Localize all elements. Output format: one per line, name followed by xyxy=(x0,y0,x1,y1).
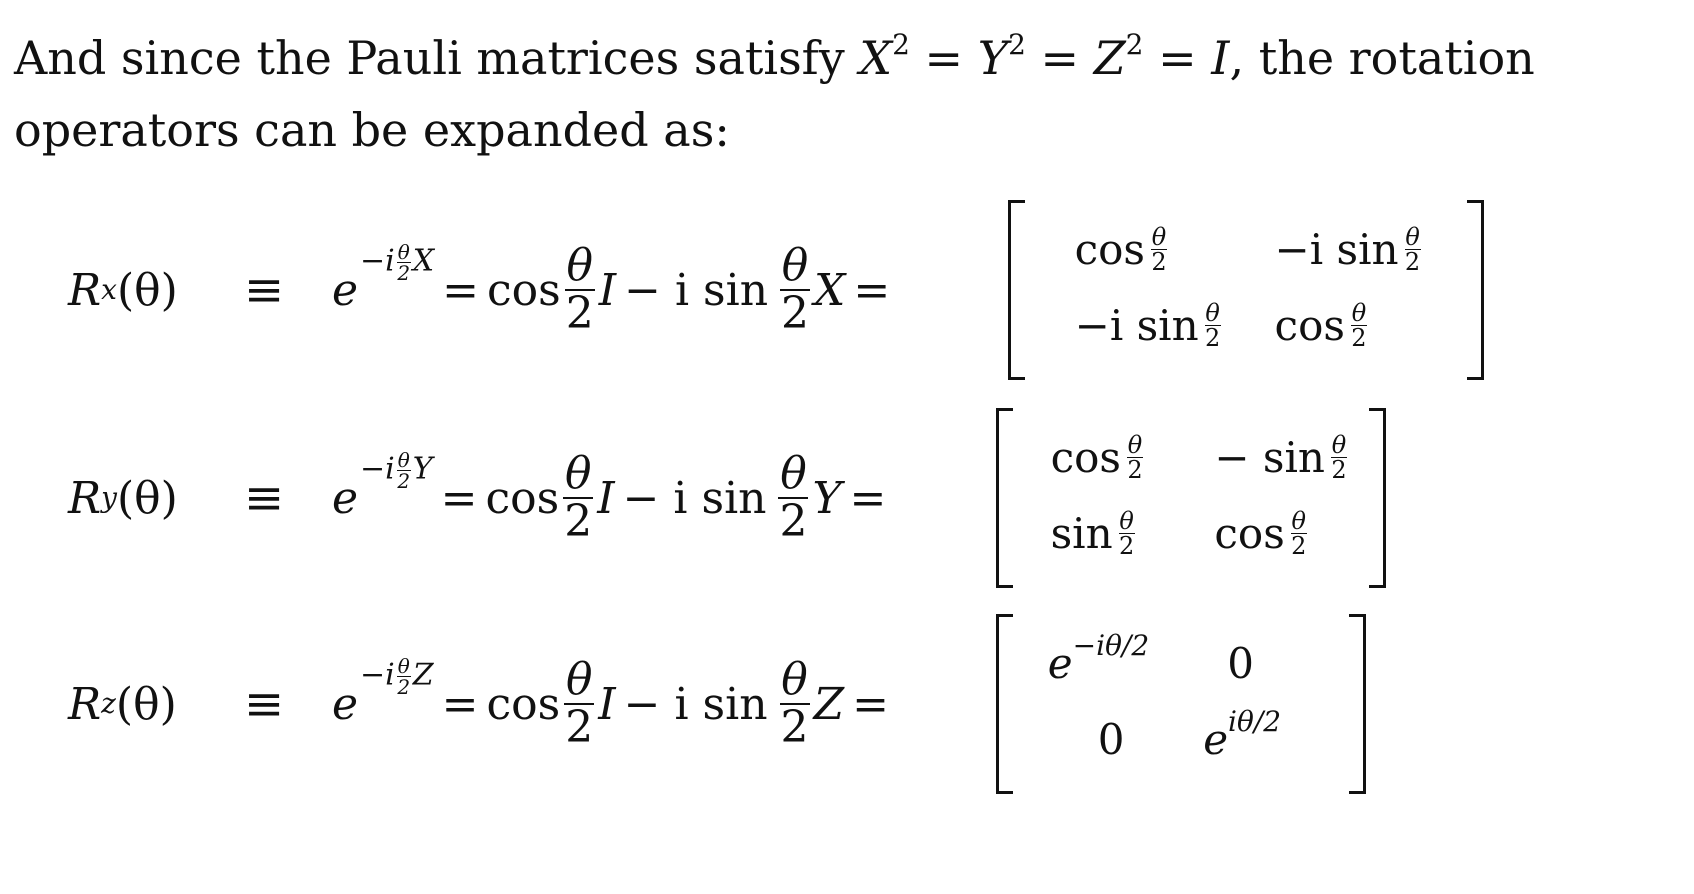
exponent-prefix: −i xyxy=(360,451,395,486)
fraction-denominator: 2 xyxy=(564,496,593,547)
matrix-trig: −i sin xyxy=(1274,224,1399,274)
matrix-cell xyxy=(1051,498,1135,568)
equiv-sign: ≡ xyxy=(244,470,285,526)
matrix-cell xyxy=(1051,422,1143,492)
left-bracket xyxy=(996,614,1013,794)
pauli-operator: Z xyxy=(813,678,845,730)
fraction-denominator: 2 xyxy=(565,702,594,753)
fraction-numerator: θ xyxy=(565,654,593,705)
rotation-matrix xyxy=(996,604,1366,804)
minus-i-sin: − i sin xyxy=(622,472,767,524)
rotation-argument: (θ) xyxy=(116,472,178,524)
matrix-cell xyxy=(1048,628,1149,698)
fraction-numerator: θ xyxy=(564,448,592,499)
matrix-cell xyxy=(1075,290,1221,360)
matrix-exponent: iθ/2 xyxy=(1228,704,1282,738)
symbol-I: I xyxy=(1211,31,1230,85)
equals: = xyxy=(924,31,964,85)
rotation-argument: (θ) xyxy=(115,678,177,730)
fraction-numerator: θ xyxy=(397,447,410,472)
theta-over-2-fraction xyxy=(1127,430,1143,484)
equation-rhs xyxy=(332,604,897,804)
minus-i-sin: − i sin xyxy=(623,678,768,730)
fraction-numerator: θ xyxy=(1405,222,1420,251)
theta-over-2-fraction xyxy=(778,448,808,547)
matrix-cell xyxy=(1275,290,1367,360)
equation-rhs xyxy=(332,190,898,390)
fraction-numerator: θ xyxy=(781,654,808,705)
fraction-numerator: θ xyxy=(397,239,410,264)
symbol-Z: Z xyxy=(1093,31,1126,85)
theta-over-2-fraction xyxy=(564,654,594,753)
exponent-operator: Z xyxy=(412,657,434,692)
matrix-trig: −i sin xyxy=(1074,300,1199,350)
equals: = xyxy=(442,264,480,316)
equals: = xyxy=(852,678,889,730)
pauli-operator: Y xyxy=(812,472,842,524)
fraction-numerator: θ xyxy=(566,240,593,291)
cos-function: cos xyxy=(486,678,561,730)
theta-over-2-fraction xyxy=(1404,222,1421,276)
equiv-sign: ≡ xyxy=(244,676,285,732)
left-bracket xyxy=(1008,200,1025,380)
fraction-denominator: 2 xyxy=(397,468,411,493)
matrix-zero: 0 xyxy=(1097,714,1125,764)
equation-lhs: R y (θ) xyxy=(68,472,178,524)
exponential-base: e xyxy=(1047,638,1073,688)
exponential-base: e xyxy=(332,264,359,316)
matrix-zero: 0 xyxy=(1227,638,1254,688)
exponent-fraction xyxy=(397,653,411,699)
identity-symbol: I xyxy=(598,264,617,316)
theta-over-2-fraction xyxy=(1351,298,1367,352)
matrix-trig: − sin xyxy=(1214,432,1325,482)
equals: = xyxy=(853,264,891,316)
symbol-X: X xyxy=(859,31,893,85)
fraction-denominator: 2 xyxy=(1127,455,1143,484)
equation-row xyxy=(0,398,1694,598)
equals: = xyxy=(441,678,479,730)
theta-over-2-fraction xyxy=(565,240,595,339)
intro-paragraph xyxy=(14,22,1684,166)
theta-over-2-fraction xyxy=(1151,222,1167,276)
pauli-operator: X xyxy=(814,264,846,316)
matrix-exponent: −iθ/2 xyxy=(1072,628,1150,662)
matrix-cell xyxy=(1275,214,1421,284)
intro-text-end: , the rotation xyxy=(1229,31,1535,85)
exponential-base: e xyxy=(332,678,359,730)
equation-lhs: R x (θ) xyxy=(68,264,178,316)
theta-over-2-fraction xyxy=(1291,506,1307,560)
exponent-fraction xyxy=(397,239,411,285)
right-bracket xyxy=(1349,614,1366,794)
exponent-operator: Y xyxy=(412,451,433,486)
cos-function: cos xyxy=(485,472,560,524)
fraction-numerator: θ xyxy=(397,653,410,678)
exponent xyxy=(360,653,434,699)
fraction-numerator: θ xyxy=(1119,506,1134,535)
fraction-denominator: 2 xyxy=(779,496,808,547)
fraction-denominator: 2 xyxy=(565,288,594,339)
fraction-denominator: 2 xyxy=(1205,323,1221,352)
exponent-fraction xyxy=(397,447,411,493)
exp-2: 2 xyxy=(1125,28,1144,61)
theta-over-2-fraction xyxy=(780,240,810,339)
intro-text-start: And since the Pauli matrices satisfy xyxy=(14,31,860,85)
fraction-denominator: 2 xyxy=(397,674,411,699)
matrix-cell xyxy=(1075,214,1167,284)
exponential-base: e xyxy=(1203,714,1229,764)
rotation-matrix xyxy=(1008,190,1484,390)
equation-lhs: R z (θ) xyxy=(68,678,177,730)
exponent-prefix: −i xyxy=(360,657,395,692)
cos-function: cos xyxy=(487,264,561,316)
matrix-trig: cos xyxy=(1074,224,1145,274)
theta-over-2-fraction xyxy=(780,654,810,753)
fraction-numerator: θ xyxy=(1331,430,1347,459)
identity-symbol: I xyxy=(597,472,615,524)
fraction-denominator: 2 xyxy=(781,288,810,339)
exponent-operator: X xyxy=(412,243,435,278)
equals: = xyxy=(1158,31,1197,85)
theta-over-2-fraction xyxy=(1119,506,1135,560)
matrix-cell xyxy=(1098,704,1125,774)
exponential-base: e xyxy=(332,472,359,524)
equiv-sign: ≡ xyxy=(244,262,285,318)
equals: = xyxy=(849,472,887,524)
equation-rhs xyxy=(332,398,894,598)
theta-over-2-fraction xyxy=(563,448,593,547)
intro-text-line2: operators can be expanded as: xyxy=(14,103,730,157)
right-bracket xyxy=(1369,408,1386,588)
right-bracket xyxy=(1467,200,1484,380)
identity-symbol: I xyxy=(598,678,616,730)
fraction-denominator: 2 xyxy=(780,702,809,753)
matrix-cell xyxy=(1214,422,1347,492)
exponent-prefix: −i xyxy=(360,243,395,278)
rotation-operator: R xyxy=(68,678,102,730)
minus-i-sin: − i sin xyxy=(624,264,769,316)
fraction-denominator: 2 xyxy=(397,260,411,285)
rotation-operator: R xyxy=(68,472,102,524)
equation-row xyxy=(0,604,1694,804)
symbol-Y: Y xyxy=(977,31,1009,85)
fraction-denominator: 2 xyxy=(1351,323,1367,352)
rotation-argument: (θ) xyxy=(116,264,178,316)
fraction-numerator: θ xyxy=(1351,298,1367,327)
fraction-denominator: 2 xyxy=(1291,531,1307,560)
exponent xyxy=(360,447,433,493)
fraction-numerator: θ xyxy=(1291,506,1306,535)
fraction-numerator: θ xyxy=(1127,430,1143,459)
rotation-matrix xyxy=(996,398,1386,598)
rotation-operator: R xyxy=(68,264,102,316)
fraction-numerator: θ xyxy=(1205,298,1220,327)
exp-2: 2 xyxy=(892,28,910,61)
matrix-trig: sin xyxy=(1050,508,1113,558)
exp-2: 2 xyxy=(1008,28,1026,61)
fraction-denominator: 2 xyxy=(1119,531,1135,560)
matrix-trig: cos xyxy=(1214,508,1285,558)
matrix-cell xyxy=(1203,704,1281,774)
left-bracket xyxy=(996,408,1013,588)
matrix-cell xyxy=(1227,628,1254,698)
equals: = xyxy=(1040,31,1080,85)
theta-over-2-fraction xyxy=(1331,430,1347,484)
equation-row xyxy=(0,190,1694,390)
fraction-denominator: 2 xyxy=(1151,247,1167,276)
exponent xyxy=(360,239,435,285)
matrix-cell xyxy=(1214,498,1306,568)
matrix-trig: cos xyxy=(1050,432,1121,482)
fraction-numerator: θ xyxy=(780,448,807,499)
fraction-denominator: 2 xyxy=(1331,455,1347,484)
equals: = xyxy=(440,472,478,524)
fraction-numerator: θ xyxy=(1151,222,1167,251)
fraction-denominator: 2 xyxy=(1404,247,1421,276)
fraction-numerator: θ xyxy=(781,240,809,291)
matrix-trig: cos xyxy=(1274,300,1345,350)
theta-over-2-fraction xyxy=(1205,298,1221,352)
